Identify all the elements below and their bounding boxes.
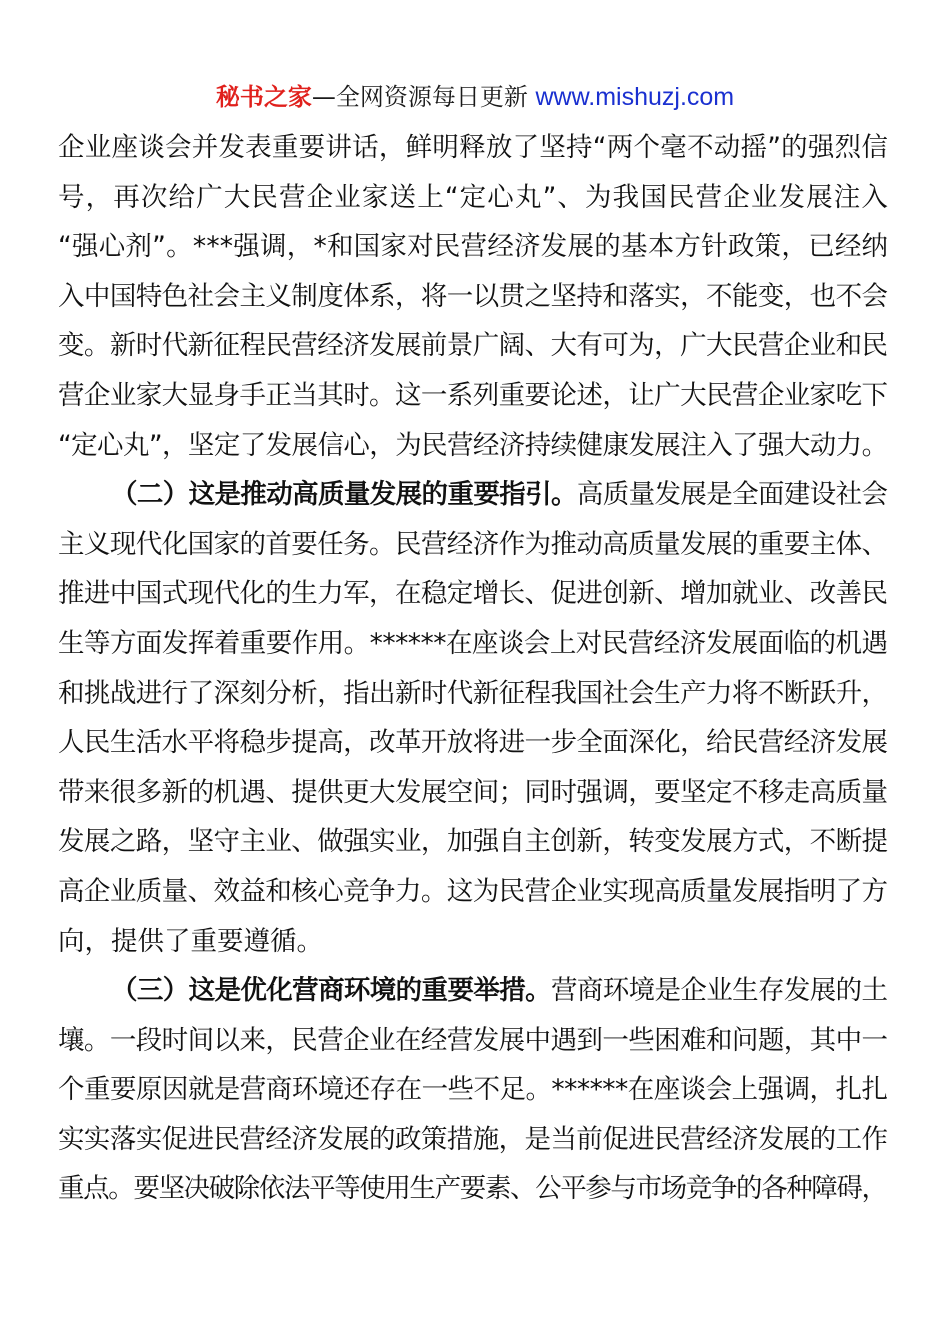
line-text: 向，提供了重要遵循。	[58, 925, 323, 957]
text-line	[58, 718, 888, 768]
text-line	[58, 1065, 888, 1115]
line-text: 高质量发展是全面建设社会	[576, 479, 888, 511]
text-line	[58, 1115, 888, 1165]
line-text: 高企业质量、效益和核心竞争力。这为民营企业实现高质量发展指明了方	[58, 875, 888, 907]
line-text: 个重要原因就是营商环境还存在一些不足。******在座谈会上强调，扎扎	[58, 1074, 888, 1106]
line-text: 号，再次给广大民营企业家送上“定心丸”、为我国民营企业发展注入	[58, 181, 889, 213]
line-text: 变。新时代新征程民营经济发展前景广阔、大有可为，广大民营企业和民	[58, 330, 888, 362]
line-text: “强心剂”。***强调，*和国家对民营经济发展的基本方针政策，已经纳	[58, 231, 889, 263]
section-heading: （二）这是推动高质量发展的重要指引。	[111, 479, 577, 511]
line-text: 壤。一段时间以来，民营企业在经营发展中遇到一些困难和问题，其中一	[58, 1024, 888, 1056]
text-line	[58, 768, 888, 818]
line-text: 发展之路，坚守主业、做强实业，加强自主创新，转变发展方式，不断提	[58, 826, 888, 858]
text-line	[58, 173, 888, 223]
text-line	[58, 817, 888, 867]
line-text: “定心丸”，坚定了发展信心，为民营经济持续健康发展注入了强大动力。	[58, 429, 888, 461]
line-text: 企业座谈会并发表重要讲话，鲜明释放了坚持“两个毫不动摇”的强烈信	[58, 132, 889, 163]
text-line	[58, 966, 888, 1016]
text-line	[58, 123, 888, 173]
text-line	[58, 1164, 888, 1214]
line-text: 营企业家大显身手正当其时。这一系列重要论述，让广大民营企业家吃下	[58, 379, 888, 411]
line-text: 入中国特色社会主义制度体系，将一以贯之坚持和落实，不能变，也不会	[58, 280, 888, 312]
text-line	[58, 520, 888, 570]
text-line	[58, 619, 888, 669]
line-text: 营商环境是企业生存发展的土	[550, 975, 888, 1007]
line-text: 推进中国式现代化的生力军，在稳定增长、促进创新、增加就业、改善民	[58, 578, 888, 610]
text-line	[58, 1016, 888, 1066]
line-text: 主义现代化国家的首要任务。民营经济作为推动高质量发展的重要主体、	[58, 528, 888, 560]
text-line	[58, 222, 888, 272]
text-line	[58, 867, 888, 917]
header-tagline: —全网资源每日更新	[311, 83, 536, 111]
line-text: 实实落实促进民营经济发展的政策措施，是当前促进民营经济发展的工作	[58, 1123, 888, 1155]
page-header	[0, 80, 950, 114]
line-text: 带来很多新的机遇、提供更大发展空间；同时强调，要坚定不移走高质量	[58, 776, 888, 808]
line-text: 重点。要坚决破除依法平等使用生产要素、公平参与市场竞争的各种障碍，	[58, 1173, 887, 1205]
line-text: 生等方面发挥着重要作用。******在座谈会上对民营经济发展面临的机遇	[58, 627, 888, 659]
text-line	[58, 272, 888, 322]
document-body	[58, 123, 888, 1214]
line-text: 人民生活水平将稳步提高，改革开放将进一步全面深化，给民营经济发展	[58, 727, 888, 759]
text-line	[58, 569, 888, 619]
text-line	[58, 371, 888, 421]
brand-name: 秘书之家	[215, 83, 312, 111]
text-line	[58, 917, 888, 967]
text-line	[58, 669, 888, 719]
text-line	[58, 470, 888, 520]
text-line	[58, 421, 888, 471]
line-text: 和挑战进行了深刻分析，指出新时代新征程我国社会生产力将不断跃升，	[58, 677, 888, 709]
text-line	[58, 321, 888, 371]
section-heading: （三）这是优化营商环境的重要举措。	[111, 975, 551, 1007]
site-url-link[interactable]: www.mishuzj.com	[535, 83, 735, 111]
